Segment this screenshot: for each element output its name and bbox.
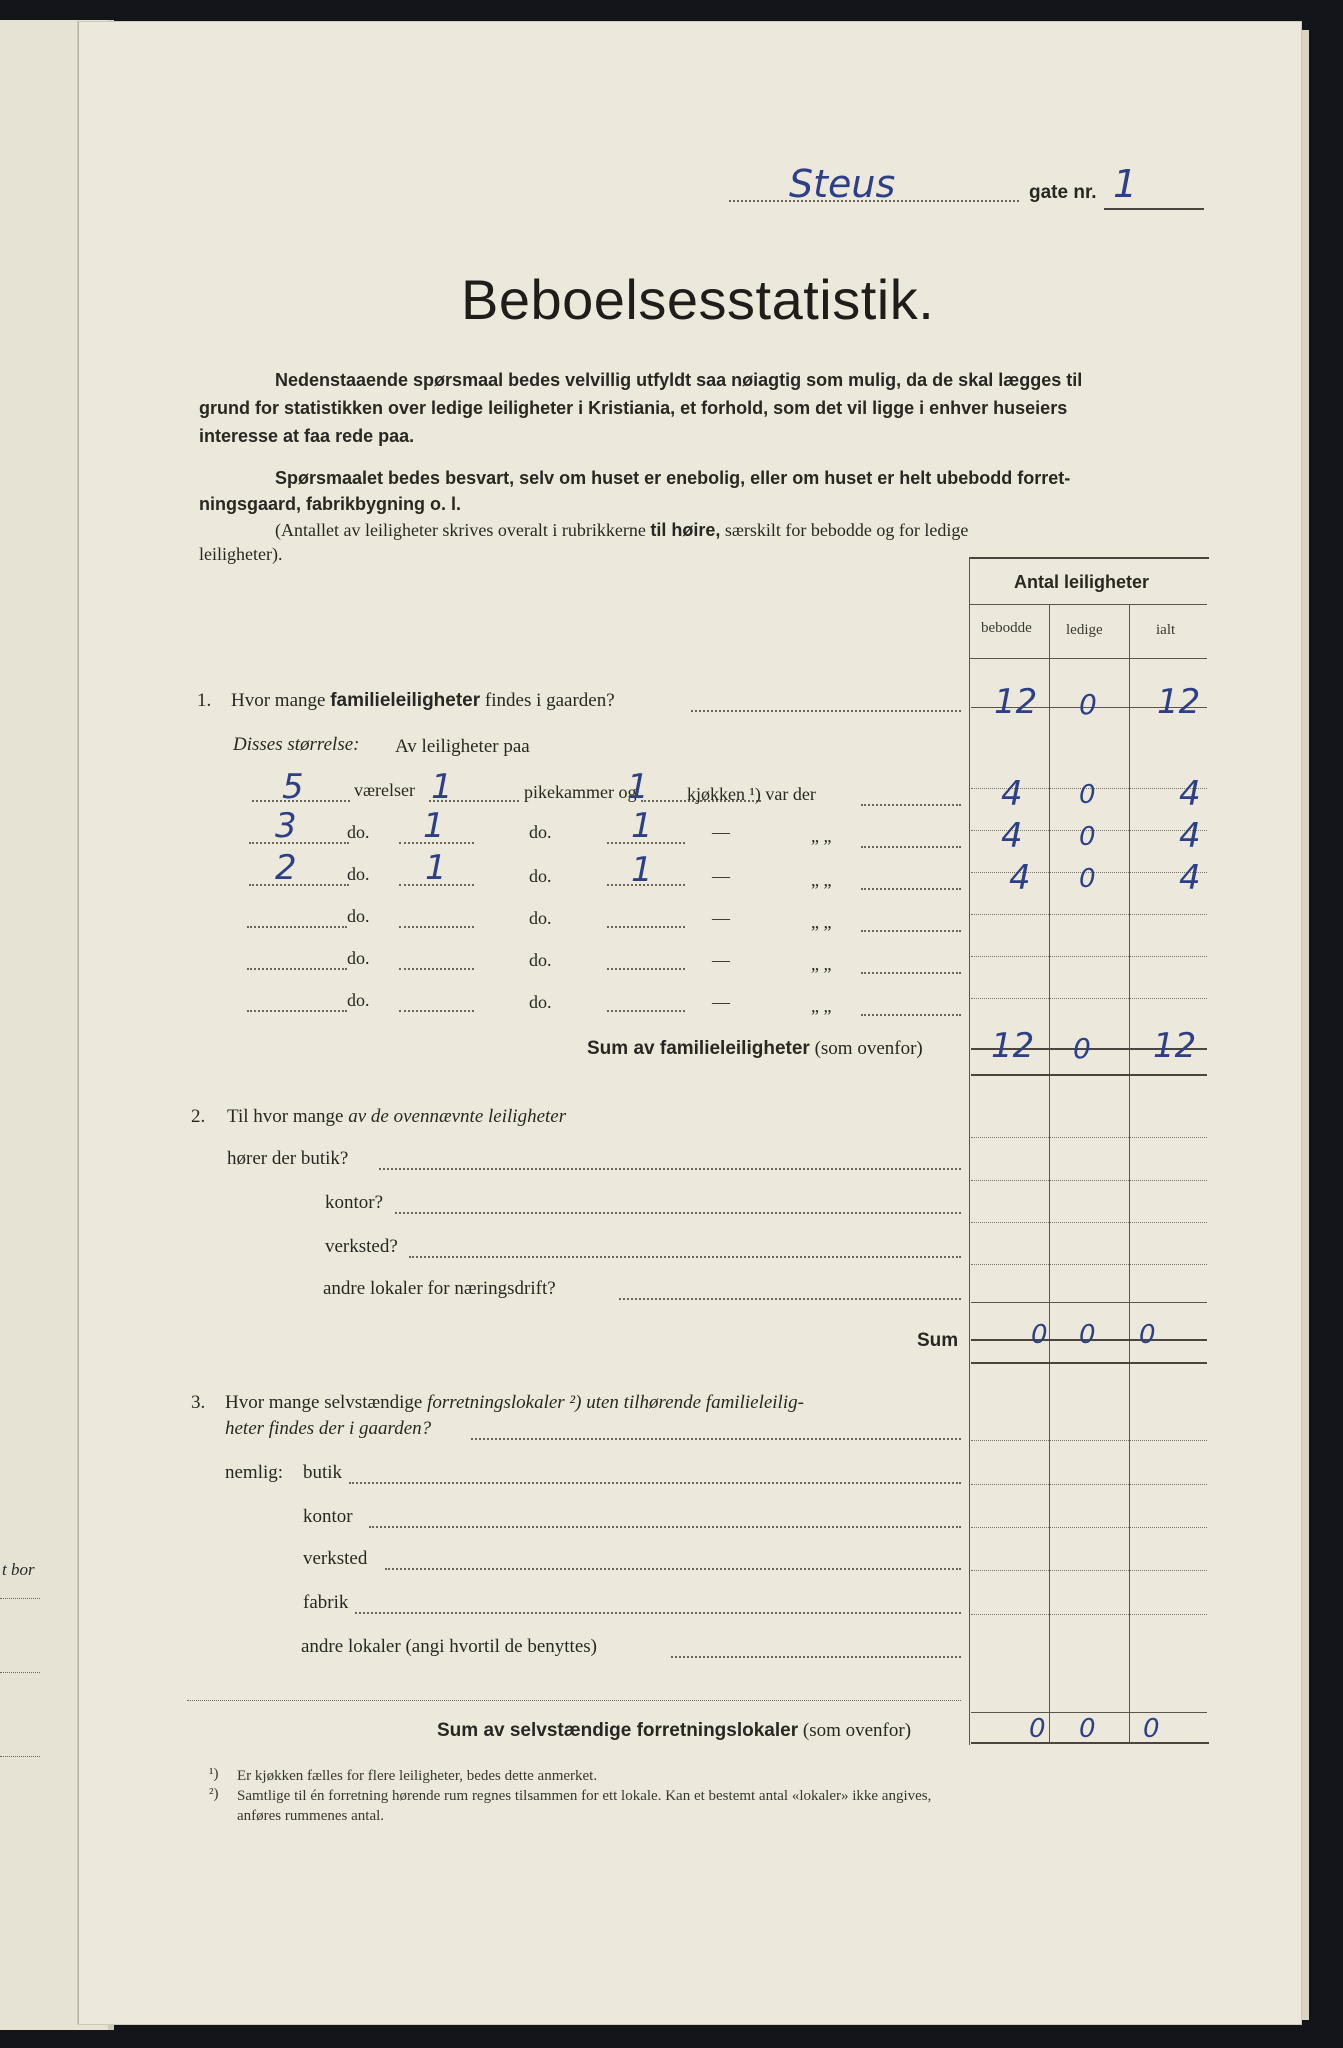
row-ledige: 0 (1079, 780, 1096, 810)
intro-note (275, 520, 968, 541)
kitchen-line (607, 926, 685, 928)
rooms-label: do. (347, 864, 370, 884)
table-row-rule (971, 1570, 1207, 1571)
q3-item: andre lokaler (angi hvortil de benyttes) (301, 1636, 597, 1657)
q3-text-a: Hvor mange selvstændige (225, 1392, 423, 1413)
q1-text (231, 690, 615, 712)
back-page-dotted-line (0, 1756, 40, 1757)
intro-line: grund for statistikken over ledige leiligheter i Kristiania, et forhold, som det vil ligge i enhver huseiers (199, 398, 1068, 418)
kitchen-label: — (712, 908, 730, 928)
q1-sum-ialt: 12 (1153, 1026, 1197, 1066)
kitchen-value: 1 (627, 767, 649, 807)
q2-text (227, 1106, 566, 1128)
kitchen-value: 1 (631, 850, 653, 890)
rooms-label: do. (347, 906, 370, 926)
q1-sum-bebodde: 12 (991, 1026, 1035, 1066)
back-page-dotted-line (0, 1598, 40, 1599)
footnote-1: Er kjøkken fælles for flere leiligheter, bedes dette anmerket. (237, 1768, 598, 1784)
leader-dots (379, 1168, 961, 1170)
table-row-rule (971, 1180, 1207, 1181)
row-ledige: 0 (1079, 822, 1096, 852)
table-row-rule (971, 998, 1207, 999)
q1-text-b: familieleiligheter (330, 690, 481, 711)
kitchen-label: — (712, 822, 730, 842)
rooms-label: do. (347, 948, 370, 968)
q2-sum-label: Sum (917, 1330, 959, 1351)
ditto-mark: „ „ (811, 912, 832, 932)
table-row-rule (971, 1137, 1207, 1138)
street-name-handwritten: Steus (789, 162, 896, 206)
street-line (729, 200, 1019, 202)
maid-label: do. (529, 992, 552, 1012)
q1-sum-label-a: Sum av familieleiligheter (587, 1038, 810, 1059)
intro-note-c: særskilt for bebodde og for ledige (724, 520, 969, 540)
ditto-mark: „ „ (811, 954, 832, 974)
table-row-rule (971, 1712, 1207, 1713)
back-page-dotted-line (0, 1672, 40, 1673)
q2-sum-ledige: 0 (1079, 1320, 1096, 1350)
q2-item: hører der butik? (227, 1148, 349, 1169)
maid-value: 1 (425, 848, 447, 888)
page-title: Beboelsesstatistik. (461, 268, 935, 331)
gate-label: gate nr. (1029, 182, 1097, 203)
row-ialt: 4 (1179, 858, 1201, 898)
leader-dots (671, 1656, 961, 1658)
q3-item: verksted (303, 1548, 368, 1569)
rooms-line (249, 842, 349, 844)
kitchen-value: 1 (631, 806, 653, 846)
table-row-rule (971, 1222, 1207, 1223)
table-top-rule (969, 557, 1209, 559)
leader-dots (861, 1014, 961, 1016)
footnote-2-cont: anføres rummenes antal. (237, 1808, 385, 1824)
intro-line: ningsgaard, fabrikbygning o. l. (199, 494, 462, 514)
form-page (78, 22, 1301, 2024)
q1-sum-ledige: 0 (1073, 1032, 1091, 1065)
maid-label: do. (529, 908, 552, 928)
leader-dots (355, 1612, 961, 1614)
rooms-value: 2 (275, 848, 297, 888)
maid-value: 1 (431, 767, 453, 807)
leader-dots (691, 710, 961, 712)
row-ledige: 0 (1079, 864, 1096, 894)
kitchen-line (607, 968, 685, 970)
table-col-rule (1129, 604, 1130, 1742)
q3-sum-label-a: Sum av selvstændige forretningslokaler (437, 1720, 799, 1741)
q3-item: kontor (303, 1506, 353, 1527)
ditto-mark: „ „ (811, 826, 832, 846)
q1-answer-ledige: 0 (1079, 688, 1097, 721)
leader-dots (861, 804, 961, 806)
q3-sum-bebodde: 0 (1029, 1714, 1046, 1744)
q3-sum-ledige: 0 (1079, 1714, 1096, 1744)
q2-item: verksted? (325, 1236, 398, 1257)
q3-text-c: heter findes der i gaarden? (225, 1418, 432, 1439)
table-left-rule (969, 557, 970, 1745)
table-row-rule (971, 1527, 1207, 1528)
maid-label: pikekammer og (524, 782, 637, 802)
intro-line: interesse at faa rede paa. (199, 426, 415, 446)
footnote-2-mark: ²) (209, 1786, 219, 1802)
q1-text-c: findes i gaarden? (484, 690, 615, 711)
kitchen-label: — (712, 866, 730, 886)
rooms-label: do. (347, 822, 370, 842)
rooms-label: værelser (354, 780, 415, 800)
q2-text-b: av de ovennævnte leiligheter (348, 1106, 567, 1127)
leader-dots (395, 1212, 961, 1214)
leader-dots (471, 1438, 961, 1440)
leader-dots (385, 1568, 961, 1570)
q3-sum-rule (971, 1742, 1209, 1744)
rooms-value: 3 (275, 806, 297, 846)
intro-line: Nedenstaaende spørsmaal bedes velvillig utfyldt saa nøiagtig som mulig, da de skal lægges til (275, 370, 1083, 390)
table-header-rule (969, 604, 1207, 605)
table-row-rule (971, 1614, 1207, 1615)
rooms-line (247, 926, 347, 928)
q1-sum-rule (971, 1074, 1207, 1076)
q2-number: 2. (191, 1106, 206, 1127)
leader-dots (409, 1256, 961, 1258)
maid-line (399, 1010, 474, 1012)
rooms-label: do. (347, 990, 370, 1010)
back-page-fragment: t bor (2, 1560, 35, 1579)
sizes-text: Av leiligheter paa (395, 736, 530, 757)
q1-sum-label-b: (som ovenfor) (814, 1038, 923, 1059)
kitchen-label: — (712, 992, 730, 1012)
table-row-rule (971, 1484, 1207, 1485)
row-bebodde: 4 (1001, 774, 1023, 814)
q3-text-b: forretningslokaler ²) uten tilhørende familieleilig- (427, 1392, 804, 1413)
maid-value: 1 (423, 806, 445, 846)
q2-sum-rule (971, 1362, 1207, 1364)
footnote-1-mark: ¹) (209, 1766, 219, 1782)
intro-note-b: til høire, (650, 520, 721, 540)
intro-line: leiligheter). (199, 544, 283, 564)
q3-sum-label (437, 1720, 911, 1742)
q1-answer-bebodde: 12 (994, 682, 1038, 722)
intro-note-a: (Antallet av leiligheter skrives overalt i rubrikkerne (275, 520, 646, 540)
table-row-rule (971, 956, 1207, 957)
rooms-line (247, 968, 347, 970)
row-bebodde: 4 (1001, 816, 1023, 856)
intro-line: Spørsmaalet bedes besvart, selv om huset er enebolig, eller om huset er helt ubebodd forret- (275, 468, 1071, 488)
table-row-rule (971, 1302, 1207, 1303)
q3-number: 3. (191, 1392, 206, 1413)
maid-line (399, 926, 474, 928)
table-col-rule (1049, 604, 1050, 1742)
leader-dots (349, 1482, 961, 1484)
row-ialt: 4 (1179, 816, 1201, 856)
maid-label: do. (529, 950, 552, 970)
q1-number: 1. (197, 690, 212, 711)
q2-sum-bebodde: 0 (1031, 1320, 1048, 1350)
kitchen-label: kjøkken ¹) var der (687, 784, 816, 804)
gate-number-handwritten: 1 (1113, 162, 1138, 206)
table-row-rule (971, 1440, 1207, 1441)
col-header-ialt: ialt (1156, 622, 1176, 638)
q1-answer-ialt: 12 (1157, 682, 1201, 722)
maid-label: do. (529, 866, 552, 886)
leader-dots (861, 930, 961, 932)
gate-line (1104, 208, 1204, 210)
q2-item: andre lokaler for næringsdrift? (323, 1278, 556, 1299)
footnote-2: Samtlige til én forretning hørende rum regnes tilsammen for ett lokale. Kan et bestemt antal «lokaler» ikke angives, (237, 1788, 932, 1804)
rooms-line (249, 884, 349, 886)
q3-sum-ialt: 0 (1143, 1714, 1160, 1744)
leader-dots (861, 888, 961, 890)
table-row-rule (971, 1264, 1207, 1265)
leader-dots (861, 972, 961, 974)
maid-label: do. (529, 822, 552, 842)
q3-item: fabrik (303, 1592, 349, 1613)
table-row-rule (971, 914, 1207, 915)
table-title: Antal leiligheter (1014, 572, 1150, 592)
q2-item: kontor? (325, 1192, 384, 1213)
leader-dots (861, 846, 961, 848)
sizes-label: Disses størrelse: (233, 734, 360, 755)
rooms-value: 5 (282, 767, 304, 807)
ditto-mark: „ „ (811, 996, 832, 1016)
q3-item: butik (303, 1462, 343, 1483)
col-header-bebodde: bebodde (981, 620, 1032, 636)
q1-sum-label (587, 1038, 923, 1060)
ditto-mark: „ „ (811, 870, 832, 890)
q2-sum-ialt: 0 (1139, 1320, 1156, 1350)
kitchen-line (607, 1010, 685, 1012)
q3-sum-label-b: (som ovenfor) (802, 1720, 912, 1741)
q3-nemlig: nemlig: (225, 1462, 284, 1483)
leader-dots (369, 1526, 961, 1528)
maid-line (399, 968, 474, 970)
rooms-line (247, 1010, 347, 1012)
row-ialt: 4 (1179, 774, 1201, 814)
leader-dots (619, 1298, 961, 1300)
q2-text-a: Til hvor mange (227, 1106, 344, 1127)
separator-dots (187, 1700, 961, 1701)
q1-text-a: Hvor mange (231, 690, 326, 711)
kitchen-label: — (712, 950, 730, 970)
row-bebodde: 4 (1009, 858, 1031, 898)
col-header-ledige: ledige (1066, 622, 1103, 638)
table-header-rule (969, 658, 1207, 659)
q3-text (225, 1392, 804, 1414)
